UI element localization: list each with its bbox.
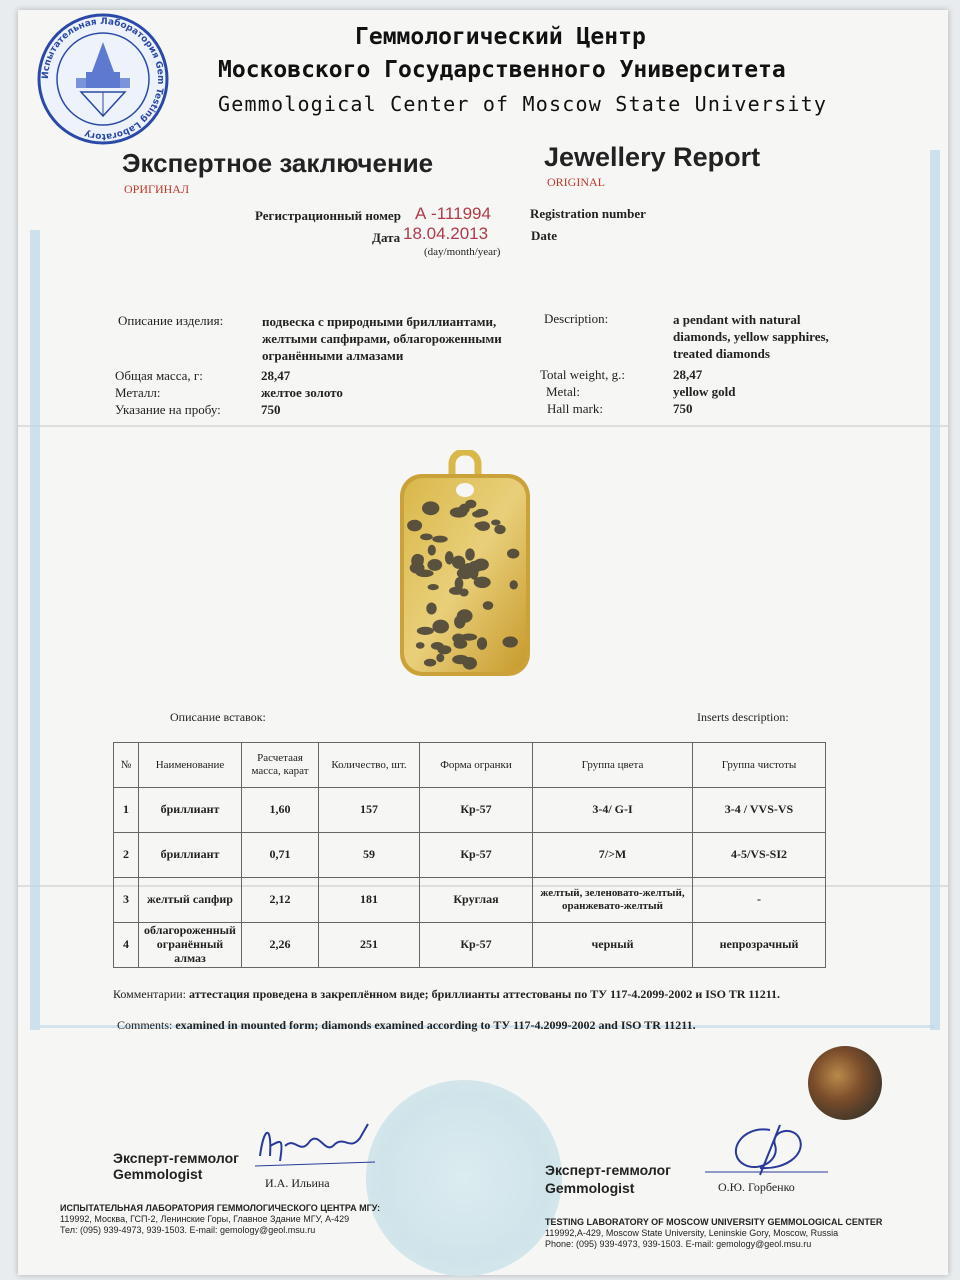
- pendant-spot: [426, 603, 436, 615]
- embossed-center-seal: [366, 1080, 562, 1276]
- comments-ru-text: аттестация проведена в закреплённом виде; бриллианты аттестованы по ТУ 117-4.2099-2002 и ISO TR 11211.: [189, 987, 781, 1001]
- comments-en: [117, 1018, 696, 1033]
- table-cell: 2,12: [242, 878, 319, 923]
- desc-weight-value-en: 28,47: [673, 367, 703, 382]
- pendant-spot: [474, 522, 489, 529]
- signature-left-handwriting: [250, 1116, 380, 1174]
- table-cell: -: [693, 878, 826, 923]
- pendant-spot: [483, 601, 494, 610]
- table-cell: 251: [319, 923, 420, 968]
- pendant-spot: [428, 545, 436, 556]
- table-row: [114, 788, 826, 833]
- header-title-en: Gemmological Center of Moscow State University: [218, 92, 828, 116]
- table-row: [114, 878, 826, 923]
- pendant-spot: [420, 534, 433, 541]
- comments-en-text: examined in mounted form; diamonds examined according to ТУ 117-4.2099-2002 and ISO TR 11211.: [175, 1018, 696, 1032]
- signature-right-handwriting: [700, 1120, 830, 1180]
- pendant-spot: [463, 657, 477, 670]
- pendant-spot: [491, 520, 501, 526]
- report-date: 18.04.2013: [403, 224, 489, 243]
- table-cell: 181: [319, 878, 420, 923]
- desc-metal-value-ru: желтое золото: [261, 385, 343, 400]
- table-cell: желтый, зеленовато-желтый, оранжевато-желтый: [533, 878, 693, 923]
- table-cell: 157: [319, 788, 420, 833]
- table-cell: непрозрачный: [693, 923, 826, 968]
- footer-en: [545, 1217, 882, 1249]
- pendant-spot: [449, 587, 464, 595]
- table-cell: 3-4 / VVS-VS: [693, 788, 826, 833]
- signature-right-name: О.Ю. Горбенко: [718, 1180, 795, 1194]
- table-cell: 4: [114, 923, 139, 968]
- table-cell: 3: [114, 878, 139, 923]
- table-header-row: [114, 743, 826, 788]
- col-header: Расчетаая масса, карат: [242, 743, 319, 788]
- date-label-en: Date: [531, 228, 557, 243]
- table-row: [114, 923, 826, 968]
- col-header: Форма огранки: [420, 743, 533, 788]
- inserts-label-en: Inserts description:: [697, 710, 789, 724]
- pendant-spot: [457, 567, 474, 579]
- pendant-spot: [503, 636, 518, 647]
- signature-left-name: И.А. Ильина: [265, 1176, 330, 1190]
- table-cell: 0,71: [242, 833, 319, 878]
- table-row: [114, 833, 826, 878]
- pendant-spot: [432, 620, 449, 634]
- pendant-spot: [507, 549, 519, 559]
- table-cell: 1,60: [242, 788, 319, 833]
- desc-metal-label-en: Metal:: [546, 384, 580, 399]
- pendant-spot: [510, 580, 518, 589]
- table-cell: бриллиант: [139, 833, 242, 878]
- col-header: Количество, шт.: [319, 743, 420, 788]
- table-cell: 1: [114, 788, 139, 833]
- comments-en-label: Comments:: [117, 1018, 173, 1032]
- table-cell: Кр-57: [420, 923, 533, 968]
- table-cell: 2: [114, 833, 139, 878]
- table-cell: 2,26: [242, 923, 319, 968]
- registration-label-ru: Регистрационный номер: [255, 208, 401, 223]
- pendant-spot: [428, 584, 439, 590]
- table-cell: облагороженный огранённый алмаз: [139, 923, 242, 968]
- footer-ru-line: 119992, Москва, ГСП-2, Ленинские Горы, Главное Здание МГУ, А-429: [60, 1213, 350, 1224]
- desc-metal-label-ru: Металл:: [115, 385, 161, 400]
- desc-weight-label-en: Total weight, g.:: [540, 367, 626, 382]
- table-cell: Кр-57: [420, 833, 533, 878]
- pendant-spot: [452, 556, 465, 569]
- pendant-spot: [436, 653, 444, 662]
- date-label-ru: Дата: [372, 230, 401, 245]
- pendant-spot: [426, 503, 435, 509]
- report-title-ru: Экспертное заключение: [122, 148, 434, 178]
- pendant-spot: [407, 520, 422, 532]
- table-cell: бриллиант: [139, 788, 242, 833]
- pendant-spot: [477, 637, 487, 650]
- table-cell: черный: [533, 923, 693, 968]
- pendant-spot: [427, 559, 442, 571]
- signature-left-title-en: Gemmologist: [113, 1166, 203, 1182]
- col-header: Наименование: [139, 743, 242, 788]
- original-mark-en: ORIGINAL: [547, 175, 605, 189]
- inserts-label-ru: Описание вставок:: [170, 710, 266, 724]
- msu-seal-logo: [36, 12, 170, 146]
- desc-hallmark-label-ru: Указание на пробу:: [115, 402, 221, 417]
- table-cell: 7/>M: [533, 833, 693, 878]
- table-cell: 4-5/VS-SI2: [693, 833, 826, 878]
- pendant-spot: [457, 609, 473, 622]
- pendant-spot: [461, 634, 477, 641]
- table-cell: Кр-57: [420, 788, 533, 833]
- footer-ru-line: ИСПЫТАТЕЛЬНАЯ ЛАБОРАТОРИЯ ГЕММОЛОГИЧЕСКОГО ЦЕНТРА МГУ:: [60, 1203, 381, 1213]
- footer-en-line: 119992,A-429, Moscow State University, Leninskie Gory, Moscow, Russia: [545, 1227, 839, 1238]
- header-title-ru-line1: Геммологический Центр: [355, 24, 646, 50]
- desc-item-label-en: Description:: [544, 311, 609, 326]
- paper-fold-line: [18, 425, 948, 427]
- registration-number: А -111994: [415, 204, 491, 223]
- report-title-en: Jewellery Report: [544, 142, 761, 172]
- pendant-spot: [416, 642, 425, 649]
- signature-right-title-ru: Эксперт-геммолог: [545, 1162, 671, 1178]
- footer-en-line: Phone: (095) 939-4973, 939-1503. E-mail: gemology@geol.msu.ru: [545, 1238, 812, 1249]
- pendant-spot: [472, 511, 484, 518]
- pendant-spot: [465, 548, 475, 560]
- col-header: Группа чистоты: [693, 743, 826, 788]
- pendant-spot: [432, 536, 447, 543]
- original-mark-ru: ОРИГИНАЛ: [124, 182, 190, 196]
- desc-item-value-en: a pendant with natural diamonds, yellow sapphires, treated diamonds: [673, 312, 829, 361]
- desc-weight-value-ru: 28,47: [261, 368, 291, 383]
- pendant-spot: [494, 525, 505, 534]
- table-cell: 3-4/ G-I: [533, 788, 693, 833]
- pendant-spot: [454, 639, 468, 649]
- desc-metal-value-en: yellow gold: [673, 384, 736, 399]
- desc-item-value-ru: подвеска с природными бриллиантами, желтыми сапфирами, облагороженными огранёнными алмазами: [262, 314, 502, 363]
- col-header: №: [114, 743, 139, 788]
- col-header: Группа цвета: [533, 743, 693, 788]
- pendant-photo: [398, 450, 532, 678]
- pendant-spot: [411, 554, 424, 568]
- desc-hallmark-value-en: 750: [673, 401, 693, 416]
- desc-weight-label-ru: Общая масса, г:: [115, 368, 203, 383]
- hologram-sticker: [808, 1046, 882, 1120]
- table-cell: желтый сапфир: [139, 878, 242, 923]
- registration-label-en: Registration number: [530, 206, 646, 221]
- signature-right-title-en: Gemmologist: [545, 1180, 635, 1196]
- pendant-spot: [437, 645, 451, 654]
- desc-hallmark-label-en: Hall mark:: [547, 401, 603, 416]
- inserts-table: [113, 742, 826, 968]
- pendant-spot: [424, 659, 436, 667]
- comments-ru: [113, 987, 780, 1002]
- pendant-spot: [474, 577, 491, 588]
- pendant-spot: [450, 507, 468, 517]
- header-title-ru-line2: Московского Государственного Университета: [218, 57, 786, 83]
- border-strip-right: [930, 150, 940, 1030]
- table-cell: Круглая: [420, 878, 533, 923]
- comments-ru-label: Комментарии:: [113, 987, 187, 1001]
- footer-ru: [60, 1203, 380, 1235]
- footer-en-line: TESTING LABORATORY OF MOSCOW UNIVERSITY GEMMOLOGICAL CENTER: [545, 1217, 883, 1227]
- pendant-spot: [473, 559, 489, 571]
- desc-hallmark-value-ru: 750: [261, 402, 281, 417]
- footer-ru-line: Тел: (095) 939-4973, 939-1503. E-mail: gemology@geol.msu.ru: [60, 1224, 316, 1235]
- signature-left-title-ru: Эксперт-геммолог: [113, 1150, 239, 1166]
- pendant-spot: [417, 627, 434, 635]
- desc-item-label-ru: Описание изделия:: [118, 313, 224, 328]
- date-format-hint: (day/month/year): [424, 246, 501, 258]
- border-strip-left: [30, 230, 40, 1030]
- table-cell: 59: [319, 833, 420, 878]
- svg-text:Испытательная Лаборатория Gem: Испытательная Лаборатория Gem Testing Laboratory: [40, 16, 166, 142]
